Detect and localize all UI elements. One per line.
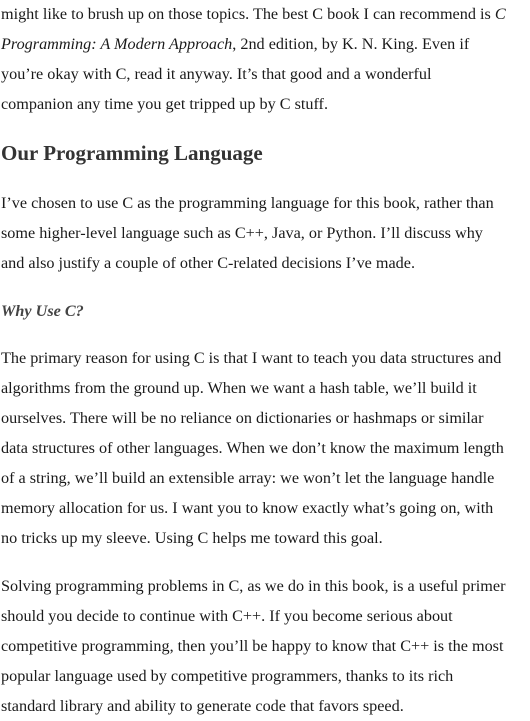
subsection-heading: Why Use C? <box>1 302 84 320</box>
intro-line-2 <box>1 29 530 59</box>
primer-line: should you decide to continue with C++. If you become serious about <box>1 607 453 625</box>
intro-line-3: you’re okay with C, read it anyway. It’s that good and a wonderful <box>1 65 432 83</box>
section-paragraph <box>1 188 530 278</box>
why-line: memory allocation for us. I want you to know exactly what’s going on, with <box>1 499 494 517</box>
intro-line-4: companion any time you get tripped up by C stuff. <box>1 95 328 113</box>
why-line: no tricks up my sleeve. Using C helps me toward this goal. <box>1 529 383 547</box>
book-title-start: C <box>494 5 506 23</box>
section-line: and also justify a couple of other C-related decisions I’ve made. <box>1 254 415 272</box>
section-heading: Our Programming Language <box>1 141 263 165</box>
primer-line: popular language used by competitive programmers, thanks to its rich <box>1 667 454 685</box>
why-line: ourselves. There will be no reliance on dictionaries or hashmaps or similar <box>1 409 484 427</box>
why-line: of a string, we’ll build an extensible array: we won’t let the language handle <box>1 469 495 487</box>
why-paragraph <box>1 343 530 553</box>
primer-line: competitive programming, then you’ll be happy to know that C++ is the most <box>1 637 504 655</box>
why-line: data structures of other languages. When we don’t know the maximum length <box>1 439 504 457</box>
intro-paragraph <box>1 0 530 119</box>
primer-line: standard library and ability to generate code that favors speed. <box>1 697 404 715</box>
intro-line-1 <box>1 0 530 29</box>
primer-line: Solving programming problems in C, as we do in this book, is a useful primer <box>1 577 506 595</box>
intro-line-2-text: , 2nd edition, by K. N. King. Even if <box>232 35 470 53</box>
why-line: The primary reason for using C is that I want to teach you data structures and <box>1 349 502 367</box>
primer-paragraph <box>1 571 530 721</box>
section-line: some higher-level language such as C++, Java, or Python. I’ll discuss why <box>1 224 483 242</box>
section-line: I’ve chosen to use C as the programming language for this book, rather than <box>1 194 494 212</box>
why-line: algorithms from the ground up. When we want a hash table, we’ll build it <box>1 379 477 397</box>
intro-line-1-text: might like to brush up on those topics. The best C book I can recommend is <box>1 5 495 23</box>
book-title-end: Programming: A Modern Approach <box>1 35 233 53</box>
